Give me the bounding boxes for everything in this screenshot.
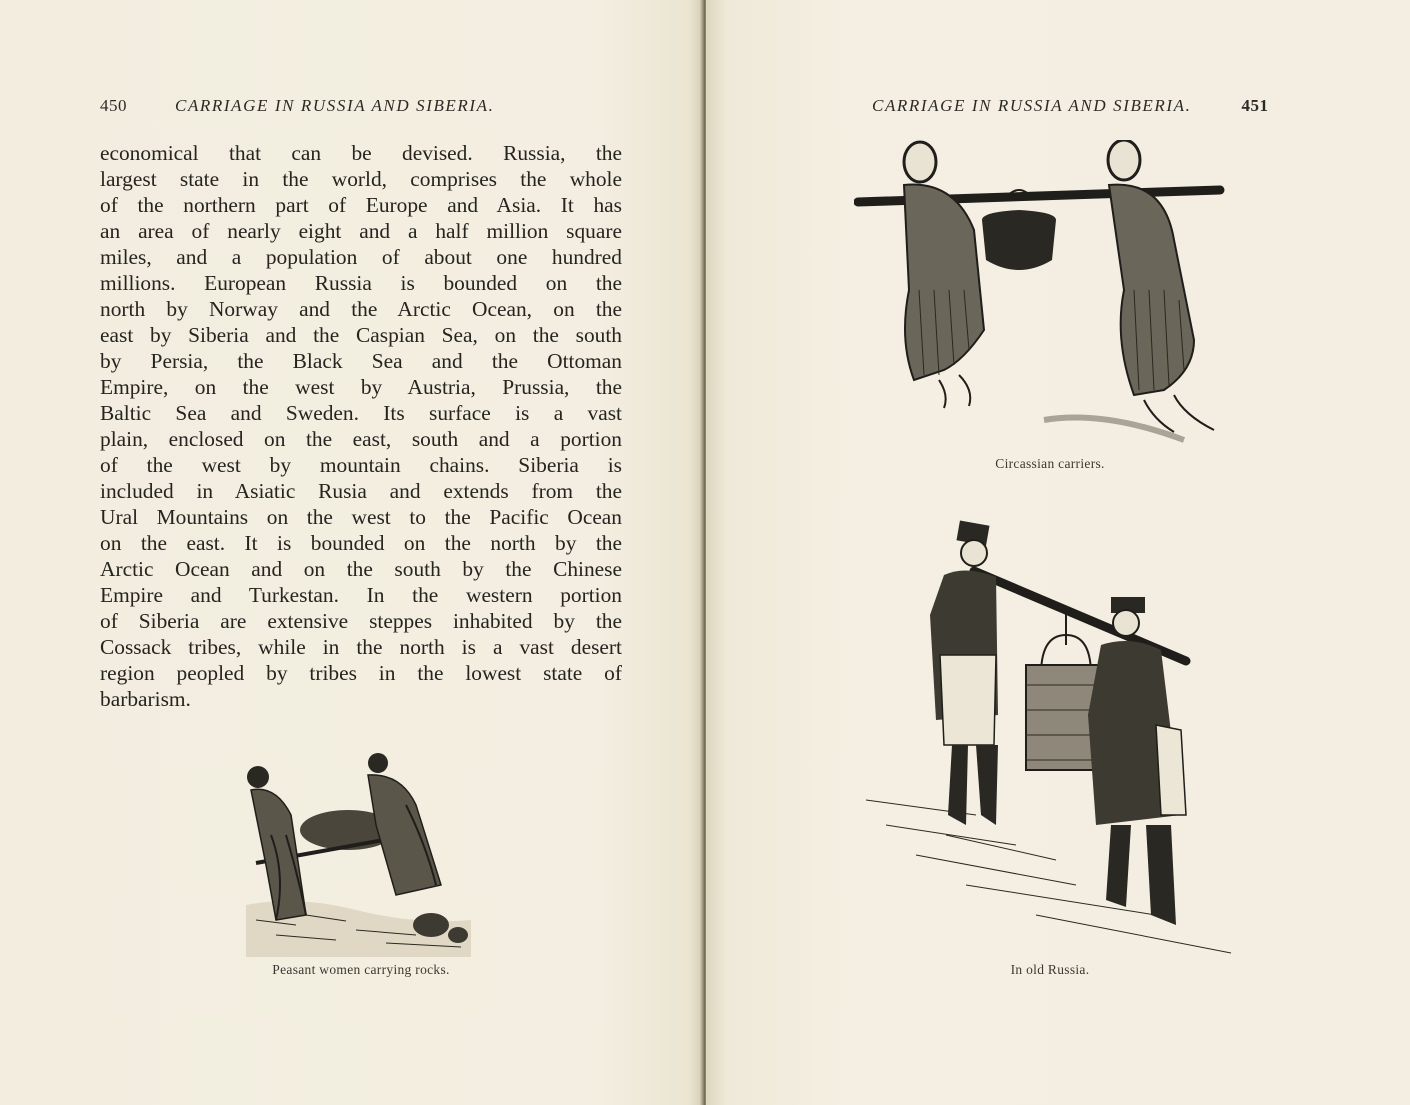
old-russia-carriers-illustration (856, 515, 1236, 955)
text-line: of the west by mountain chains. Siberia is (100, 453, 622, 477)
right-page (706, 0, 1410, 1105)
text-line: east by Siberia and the Caspian Sea, on the south (100, 323, 622, 347)
text-line: miles, and a population of about one hundred (100, 245, 622, 269)
right-running-head (872, 96, 1269, 116)
text-line: an area of nearly eight and a half million square (100, 219, 622, 243)
left-running-head (100, 96, 495, 116)
text-line: Empire, on the west by Austria, Prussia, the (100, 375, 622, 399)
text-line: on the east. It is bounded on the north by the (100, 531, 622, 555)
text-line: included in Asiatic Rusia and extends from the (100, 479, 622, 503)
text-line: of Siberia are extensive steppes inhabited by the (100, 609, 622, 633)
page-number: 451 (1241, 96, 1269, 115)
text-line: Ural Mountains on the west to the Pacific Ocean (100, 505, 622, 529)
text-line: of the northern part of Europe and Asia. It has (100, 193, 622, 217)
text-line: by Persia, the Black Sea and the Ottoman (100, 349, 622, 373)
text-line: north by Norway and the Arctic Ocean, on the (100, 297, 622, 321)
left-page (0, 0, 702, 1105)
figure-caption: In old Russia. (1010, 962, 1090, 977)
figure-caption: Peasant women carrying rocks. (272, 962, 450, 977)
text-line: Cossack tribes, while in the north is a vast desert (100, 635, 622, 659)
text-line: largest state in the world, comprises the whole (100, 167, 622, 191)
body-text (100, 140, 622, 712)
peasant-women-illustration (236, 745, 476, 957)
text-line: millions. European Russia is bounded on the (100, 271, 622, 295)
text-line: plain, enclosed on the east, south and a portion (100, 427, 622, 451)
text-line: barbarism. (100, 687, 191, 711)
text-line: Arctic Ocean and on the south by the Chinese (100, 557, 622, 581)
figure-caption: Circassian carriers. (995, 456, 1105, 471)
text-line: economical that can be devised. Russia, the (100, 141, 622, 165)
running-head-title: CARRIAGE IN RUSSIA AND SIBERIA. (872, 96, 1192, 115)
text-line: Baltic Sea and Sweden. Its surface is a vast (100, 401, 622, 425)
running-head-title: CARRIAGE IN RUSSIA AND SIBERIA. (175, 96, 495, 115)
text-line: Empire and Turkestan. In the western portion (100, 583, 622, 607)
text-line: region peopled by tribes in the lowest state of (100, 661, 622, 685)
circassian-carriers-illustration (854, 140, 1234, 445)
page-number: 450 (100, 96, 127, 115)
